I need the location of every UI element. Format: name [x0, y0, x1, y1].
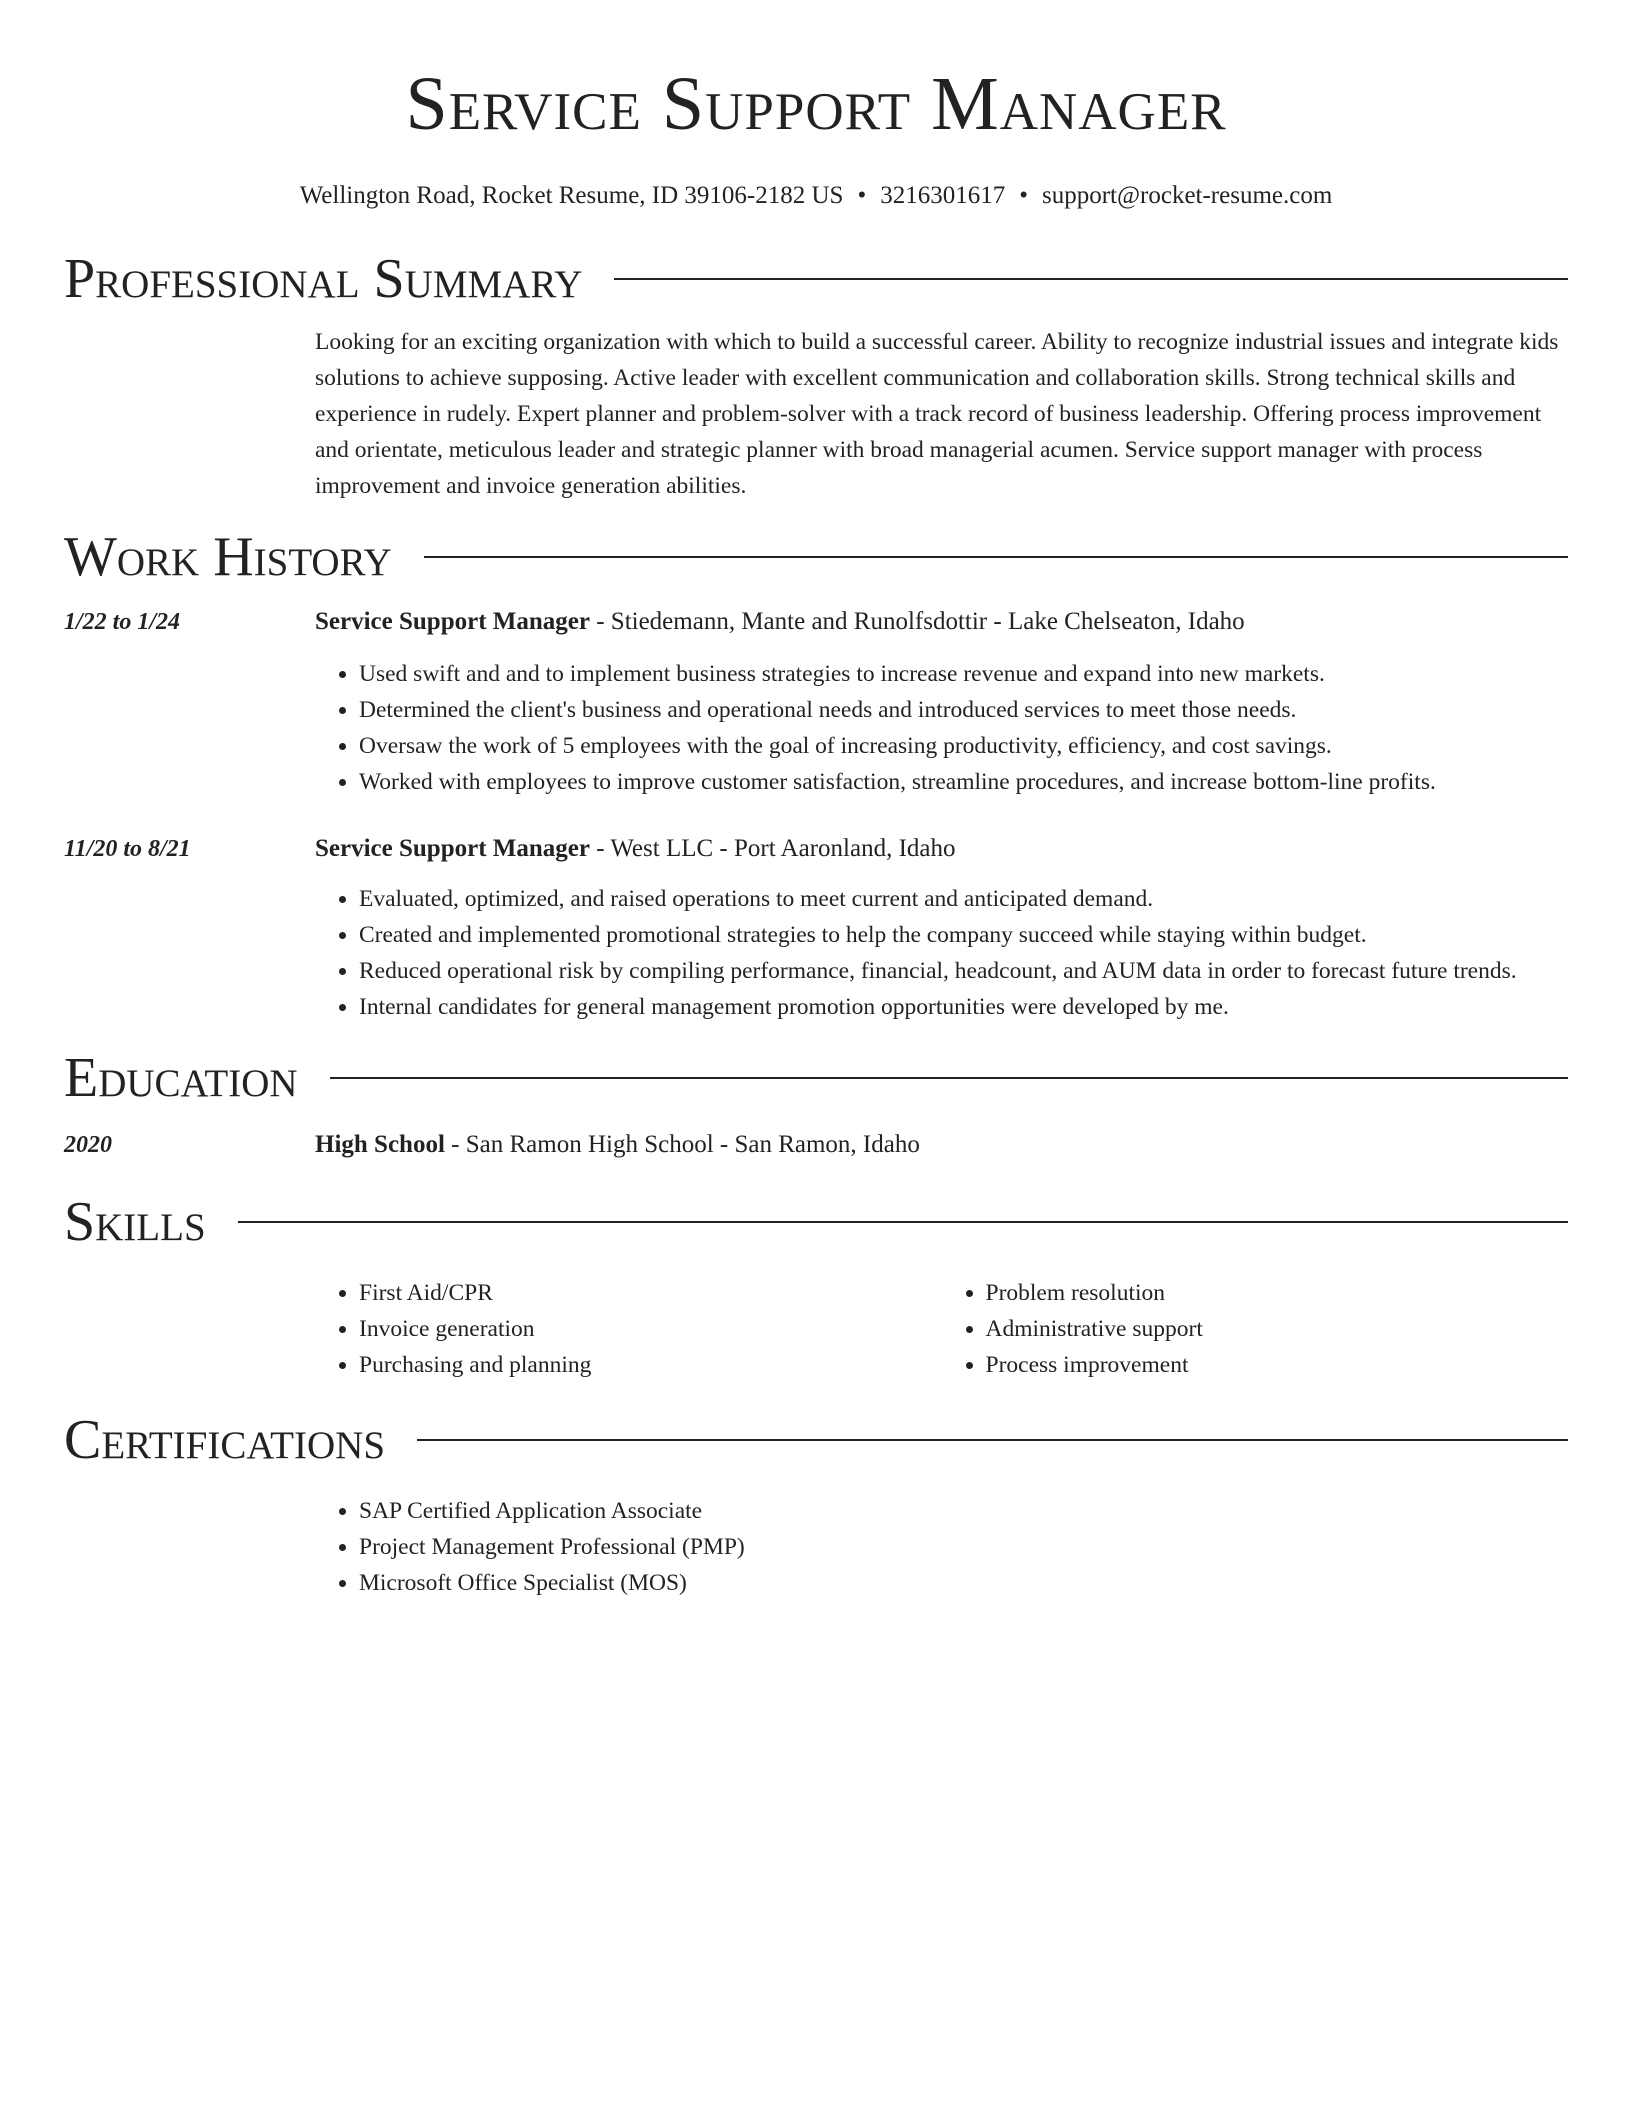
- section-header: [64, 522, 1568, 592]
- work-history-section: [64, 522, 1568, 1025]
- section-title-skills: Skills: [64, 1191, 206, 1253]
- section-divider: [330, 1077, 1568, 1079]
- certifications-body: [315, 1493, 1568, 1601]
- job-dates: 1/22 to 1/24: [64, 609, 181, 635]
- list-item: • Internal candidates for general management promotion opportunities were developed by me.: [359, 989, 1568, 1025]
- skills-grid: [315, 1275, 1568, 1383]
- section-title-work: Work History: [64, 526, 392, 588]
- skill-item: • Problem resolution: [986, 1275, 1569, 1311]
- summary-section: [64, 244, 1568, 504]
- list-item: • Reduced operational risk by compiling performance, financial, headcount, and AUM data in order to forecast future trends.: [359, 953, 1568, 989]
- section-divider: [614, 278, 1568, 280]
- section-divider: [417, 1439, 1568, 1441]
- contact-address: Wellington Road, Rocket Resume, ID 39106-2182 US: [299, 182, 844, 209]
- summary-text: Looking for an exciting organization with which to build a successful career. Ability to recognize industrial issues and integrate kids solutions to achieve supposing. Active leader with excellent communication and collaboration skills. Strong technical skills and experience in rudely. Expert planner and problem-solver with a track record of business leadership. Offering process improvement and orientate, meticulous leader and strategic planner with broad managerial acumen. Service support manager with process improvement and invoice generation abilities.: [315, 329, 1559, 499]
- summary-body: [315, 324, 1568, 504]
- certification-item: • Microsoft Office Specialist (MOS): [359, 1565, 1568, 1601]
- certifications-section: [64, 1405, 1568, 1601]
- list-item: • Worked with employees to improve customer satisfaction, streamline procedures, and increase bottom-line profits.: [359, 764, 1568, 800]
- skill-item: • First Aid/CPR: [359, 1275, 942, 1311]
- job-header: [64, 604, 1568, 640]
- skills-section: [64, 1187, 1568, 1383]
- job-bullets: [315, 881, 1568, 1025]
- section-title-certifications: Certifications: [64, 1409, 386, 1471]
- contact-phone: 3216301617: [880, 182, 1006, 209]
- contact-separator: •: [1019, 182, 1028, 209]
- section-header: [64, 1405, 1568, 1475]
- section-header: [64, 244, 1568, 314]
- section-header: [64, 1043, 1568, 1113]
- education-details: - San Ramon High School - San Ramon, Idaho: [444, 1131, 920, 1158]
- education-line: [315, 1127, 920, 1163]
- list-item: • Created and implemented promotional strategies to help the company succeed while staying within budget.: [359, 917, 1568, 953]
- education-section: [64, 1043, 1568, 1163]
- section-divider: [424, 556, 1568, 558]
- skills-left-column: [315, 1275, 942, 1383]
- job-header: [64, 831, 1568, 867]
- section-title-summary: Professional Summary: [64, 248, 583, 310]
- education-degree: High School: [315, 1131, 445, 1158]
- education-year: 2020: [64, 1132, 112, 1158]
- list-item: • Determined the client's business and operational needs and introduced services to meet those needs.: [359, 692, 1568, 728]
- job-details: - Stiedemann, Mante and Runolfsdottir - Lake Chelseaton, Idaho: [589, 608, 1245, 635]
- job-details: - West LLC - Port Aaronland, Idaho: [589, 835, 956, 862]
- contact-separator: •: [857, 182, 867, 209]
- section-title-education: Education: [64, 1047, 298, 1109]
- list-item: • Evaluated, optimized, and raised operations to meet current and anticipated demand.: [359, 881, 1568, 917]
- job-entry: [64, 604, 1568, 800]
- section-header: [64, 1187, 1568, 1257]
- certification-item: • SAP Certified Application Associate: [359, 1493, 1568, 1529]
- skills-right-column: [942, 1275, 1569, 1383]
- skill-item: • Administrative support: [986, 1311, 1569, 1347]
- certification-item: • Project Management Professional (PMP): [359, 1529, 1568, 1565]
- skill-item: • Purchasing and planning: [359, 1347, 942, 1383]
- job-entry: [64, 831, 1568, 1025]
- contact-email: support@rocket-resume.com: [1042, 182, 1333, 209]
- contact-line: [64, 180, 1568, 212]
- section-divider: [238, 1221, 1568, 1223]
- education-entry: [64, 1127, 1568, 1163]
- job-title-line: [315, 831, 955, 867]
- skill-item: • Invoice generation: [359, 1311, 942, 1347]
- candidate-name: Service Support Manager: [405, 62, 1227, 146]
- job-role: Service Support Manager: [315, 608, 590, 635]
- list-item: • Used swift and and to implement business strategies to increase revenue and expand into new markets.: [359, 656, 1568, 692]
- job-title-line: [315, 604, 1245, 640]
- job-role: Service Support Manager: [315, 835, 590, 862]
- job-bullets: [315, 656, 1568, 800]
- list-item: • Oversaw the work of 5 employees with the goal of increasing productivity, efficiency, and cost savings.: [359, 728, 1568, 764]
- job-dates: 11/20 to 8/21: [64, 836, 191, 862]
- skill-item: • Process improvement: [986, 1347, 1569, 1383]
